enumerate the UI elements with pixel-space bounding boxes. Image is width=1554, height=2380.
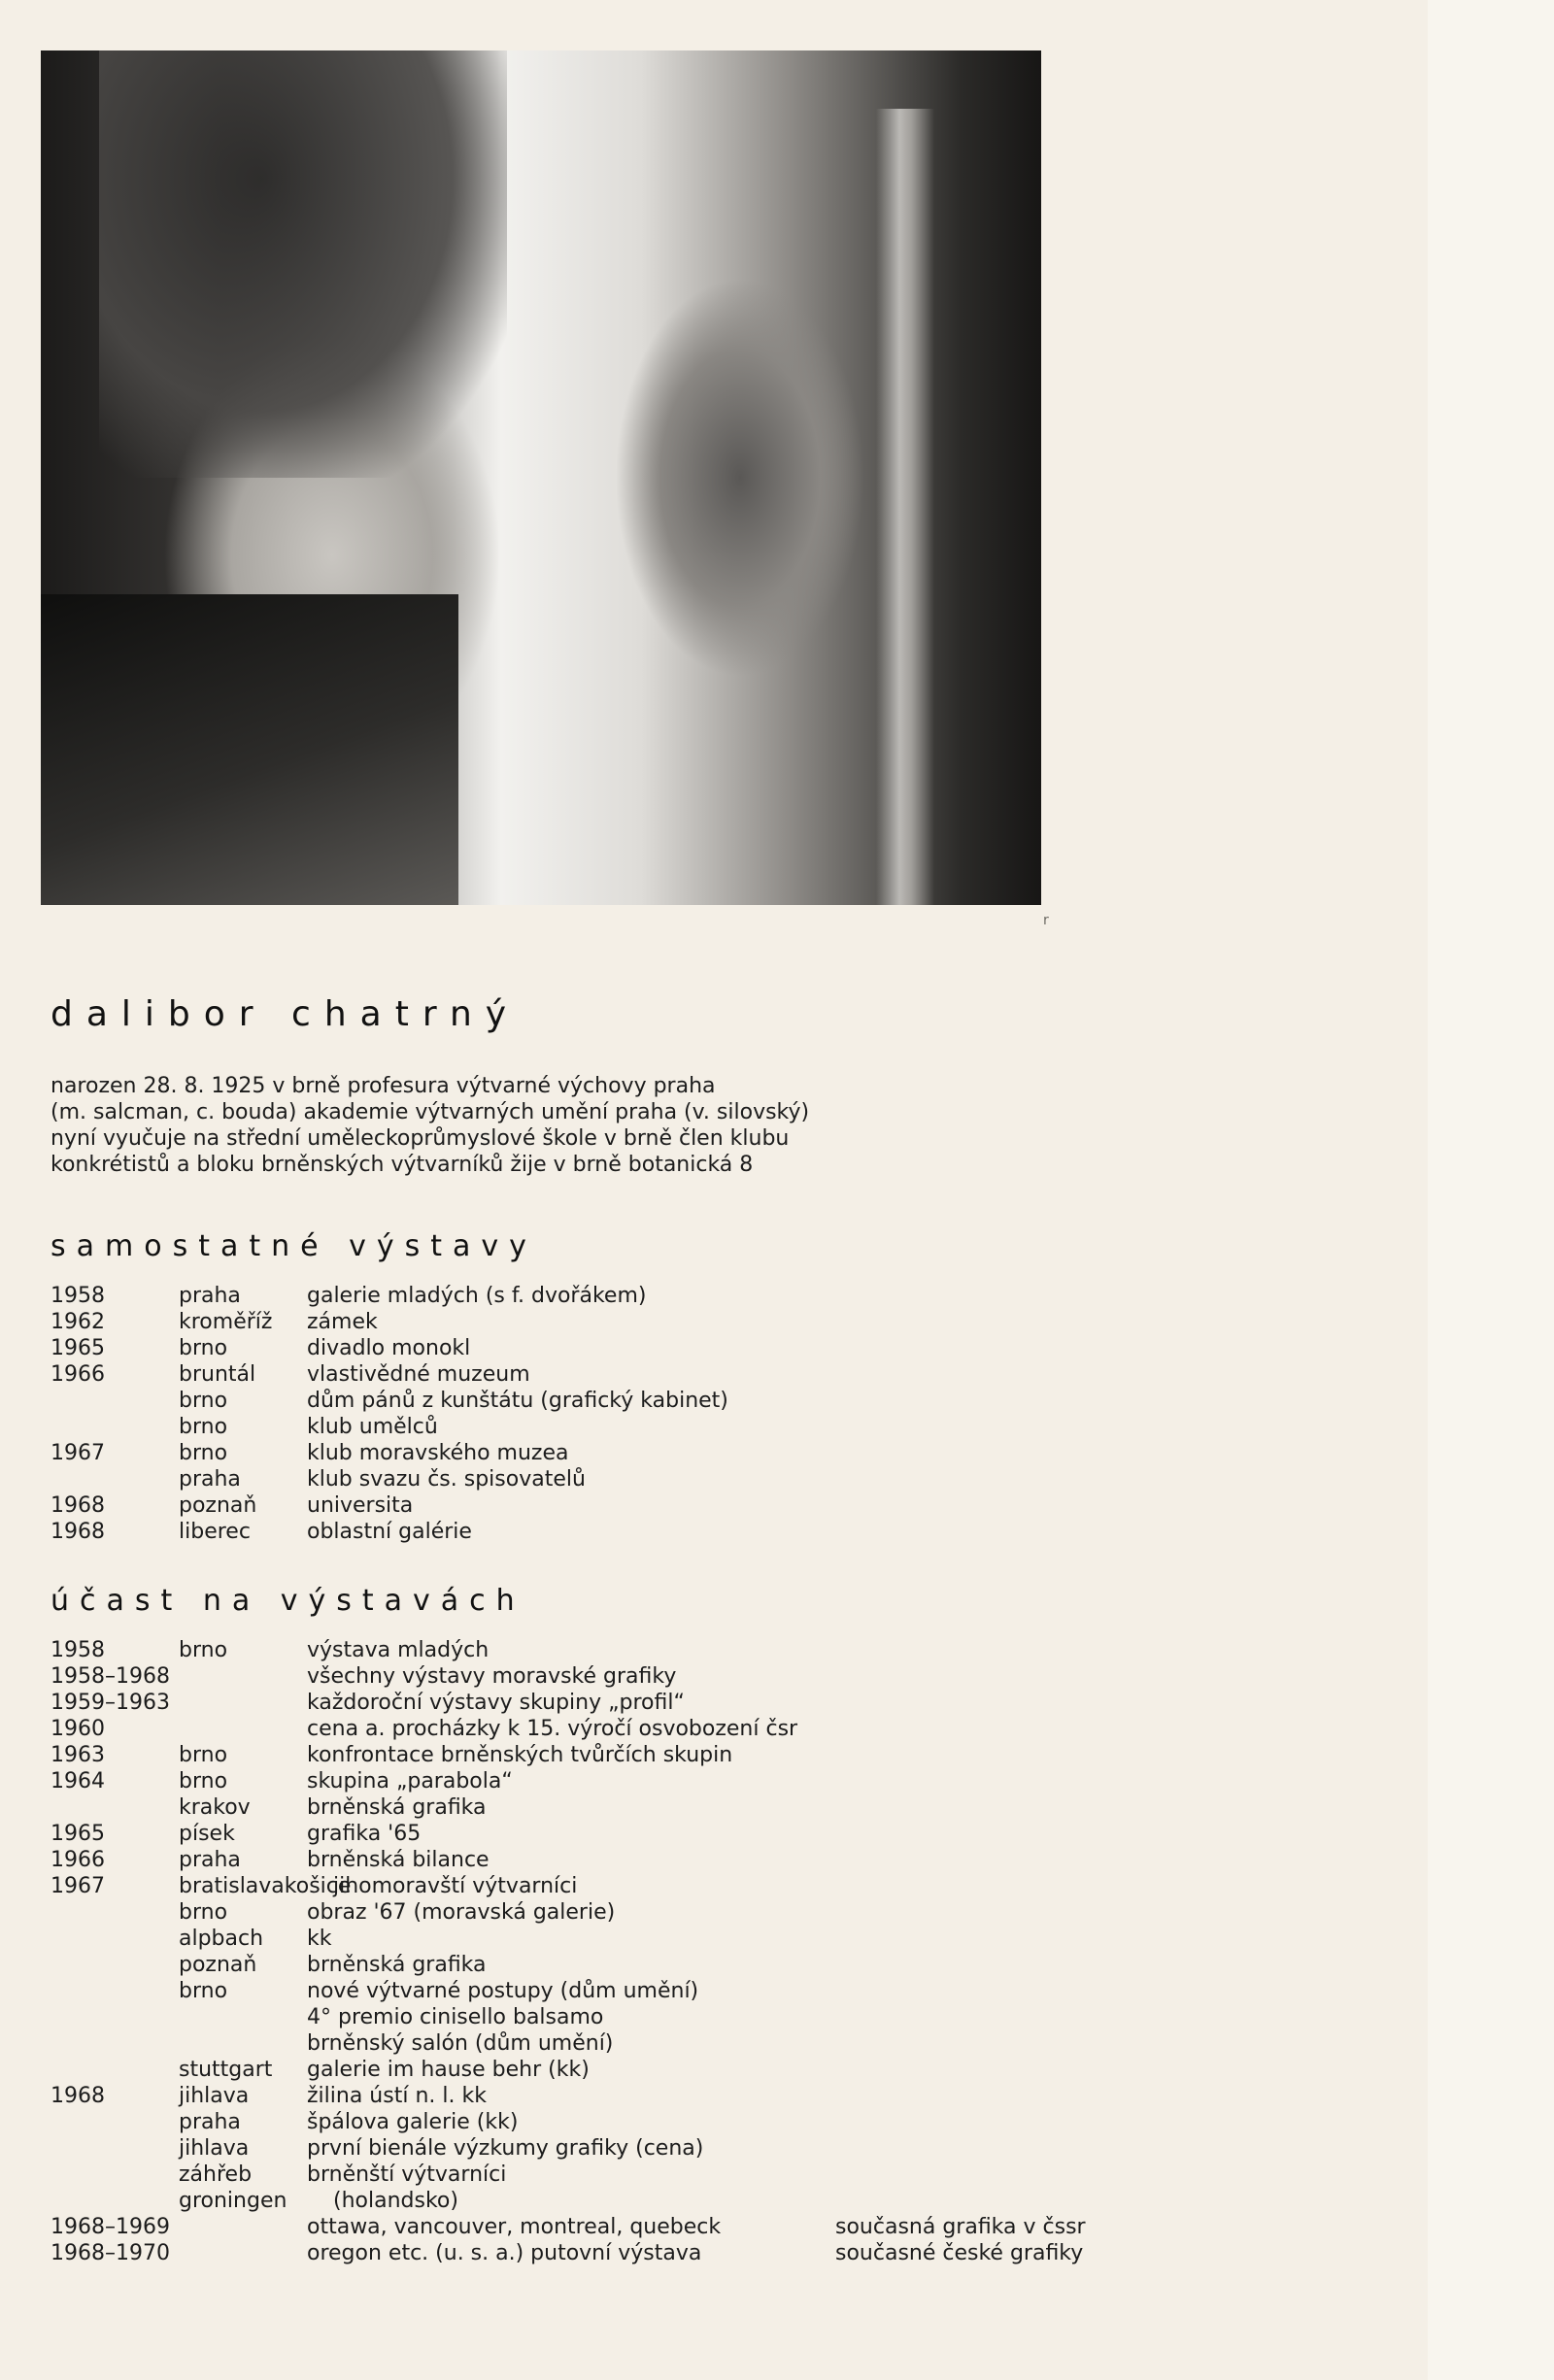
exhibition-place: brno: [179, 1979, 228, 2003]
exhibition-row: [51, 2162, 1138, 2188]
exhibition-place: brno: [179, 1336, 228, 1360]
exhibition-row: [51, 1716, 1138, 1742]
exhibition-year: 1968–1970: [51, 2241, 170, 2265]
exhibition-row: [51, 1794, 1138, 1821]
exhibition-year: 1968: [51, 1520, 105, 1544]
exhibition-place: krakov: [179, 1795, 251, 1820]
photo-light-streak: [876, 109, 934, 905]
exhibition-place: alpbach: [179, 1927, 264, 1951]
exhibition-place: brno: [179, 1638, 228, 1662]
exhibition-row: [51, 1978, 1138, 2004]
solo-exhibitions-heading: samostatné výstavy: [51, 1229, 537, 1263]
exhibition-description: brněnská grafika: [307, 1953, 487, 1977]
exhibition-year: 1964: [51, 1769, 105, 1793]
exhibition-place: poznaň: [179, 1953, 257, 1977]
exhibition-description: universita: [307, 1493, 414, 1518]
exhibition-row: [51, 1926, 1138, 1952]
exhibition-description: všechny výstavy moravské grafiky: [307, 1664, 677, 1689]
bio-line: konkrétistů a bloku brněnských výtvarníků žije v brně botanická 8: [51, 1153, 754, 1177]
exhibition-row: [51, 2057, 1138, 2083]
exhibition-description: výstava mladých: [307, 1638, 490, 1662]
exhibition-year: 1966: [51, 1848, 105, 1872]
exhibition-row: [51, 2135, 1138, 2162]
exhibition-description: zámek: [307, 1310, 378, 1334]
exhibition-year: 1968: [51, 2084, 105, 2108]
exhibition-place: liberec: [179, 1520, 251, 1544]
exhibition-row: [51, 1637, 1138, 1663]
exhibition-description: brněnský salón (dům umění): [307, 2031, 614, 2056]
exhibition-row: [51, 2030, 1138, 2057]
photo-hair-shadow: [99, 50, 507, 478]
exhibition-year: 1967: [51, 1441, 105, 1465]
exhibition-row: [51, 1361, 1138, 1388]
exhibition-description: oregon etc. (u. s. a.) putovní výstava: [307, 2241, 702, 2265]
exhibition-description: dům pánů z kunštátu (grafický kabinet): [307, 1389, 728, 1413]
exhibition-place: bratislavakošice: [179, 1874, 352, 1898]
exhibition-row: [51, 1519, 1138, 1545]
exhibition-row: [51, 2083, 1138, 2109]
exhibition-description: galerie im hause behr (kk): [307, 2058, 590, 2082]
exhibition-title: současná grafika v čssr: [835, 2215, 1086, 2239]
exhibition-row: [51, 2109, 1138, 2135]
exhibition-description: obraz '67 (moravská galerie): [307, 1900, 616, 1925]
exhibition-place: brno: [179, 1743, 228, 1767]
exhibition-place: groningen: [179, 2189, 287, 2213]
exhibition-description: každoroční výstavy skupiny „profil“: [307, 1691, 685, 1715]
exhibition-year: 1968–1969: [51, 2215, 170, 2239]
exhibition-row: [51, 1309, 1138, 1335]
exhibition-description: grafika '65: [307, 1822, 422, 1846]
page-margin: [1428, 0, 1554, 2380]
exhibition-description: brněnští výtvarníci: [307, 2162, 507, 2187]
group-exhibitions-heading: účast na výstavách: [51, 1584, 525, 1618]
exhibition-description: divadlo monokl: [307, 1336, 471, 1360]
exhibition-row: [51, 1768, 1138, 1794]
exhibition-place: praha: [179, 1848, 241, 1872]
exhibition-row: [51, 1899, 1138, 1926]
exhibition-year: 1959–1963: [51, 1691, 170, 1715]
exhibition-row: [51, 1492, 1138, 1519]
exhibition-row: [51, 2240, 1138, 2266]
exhibition-row: [51, 1690, 1138, 1716]
exhibition-description: (holandsko): [333, 2189, 458, 2213]
exhibition-description: jihomoravští výtvarníci: [333, 1874, 578, 1898]
photo-corner-mark: r: [1043, 913, 1049, 928]
exhibition-year: 1968: [51, 1493, 105, 1518]
exhibition-row: [51, 2188, 1138, 2214]
exhibition-row: [51, 2004, 1138, 2030]
exhibition-row: [51, 2214, 1138, 2240]
exhibition-place: brno: [179, 1769, 228, 1793]
exhibition-year: 1962: [51, 1310, 105, 1334]
bio-line: narozen 28. 8. 1925 v brně profesura výtvarné výchovy praha: [51, 1074, 716, 1098]
exhibition-description: 4° premio cinisello balsamo: [307, 2005, 604, 2029]
exhibition-place: kroměříž: [179, 1310, 273, 1334]
exhibition-place: praha: [179, 1284, 241, 1308]
exhibition-title: současné české grafiky: [835, 2241, 1084, 2265]
photo-coat-shadow: [41, 594, 458, 905]
exhibition-year: 1958–1968: [51, 1664, 170, 1689]
exhibition-place: záhřeb: [179, 2162, 253, 2187]
exhibition-description: žilina ústí n. l. kk: [307, 2084, 487, 2108]
exhibition-row: [51, 1847, 1138, 1873]
exhibition-description: ottawa, vancouver, montreal, quebeck: [307, 2215, 722, 2239]
exhibition-place: brno: [179, 1900, 228, 1925]
exhibition-description: konfrontace brněnských tvůrčích skupin: [307, 1743, 733, 1767]
biography: [51, 1073, 1022, 1178]
exhibition-year: 1963: [51, 1743, 105, 1767]
exhibition-description: brněnská grafika: [307, 1795, 487, 1820]
exhibition-row: [51, 1952, 1138, 1978]
exhibition-place: brno: [179, 1441, 228, 1465]
exhibition-description: špálova galerie (kk): [307, 2110, 519, 2134]
exhibition-description: klub umělců: [307, 1415, 438, 1439]
exhibition-row: [51, 1821, 1138, 1847]
exhibition-place: bruntál: [179, 1362, 256, 1387]
exhibition-place: jihlava: [179, 2084, 250, 2108]
exhibition-year: 1965: [51, 1336, 105, 1360]
exhibition-row: [51, 1663, 1138, 1690]
exhibition-row: [51, 1440, 1138, 1466]
group-exhibitions-list: [51, 1637, 1138, 2266]
exhibition-description: oblastní galérie: [307, 1520, 472, 1544]
exhibition-row: [51, 1388, 1138, 1414]
exhibition-place: písek: [179, 1822, 235, 1846]
exhibition-year: 1965: [51, 1822, 105, 1846]
exhibition-place: stuttgart: [179, 2058, 273, 2082]
exhibition-year: 1958: [51, 1284, 105, 1308]
exhibition-year: 1966: [51, 1362, 105, 1387]
exhibition-place: poznaň: [179, 1493, 257, 1518]
exhibition-place: brno: [179, 1415, 228, 1439]
exhibition-year: 1960: [51, 1717, 105, 1741]
exhibition-row: [51, 1335, 1138, 1361]
exhibition-description: cena a. procházky k 15. výročí osvobození čsr: [307, 1717, 798, 1741]
exhibition-description: galerie mladých (s f. dvořákem): [307, 1284, 647, 1308]
artist-name: dalibor chatrný: [51, 994, 521, 1034]
exhibition-row: [51, 1414, 1138, 1440]
bio-line: nyní vyučuje na střední uměleckoprůmyslové škole v brně člen klubu: [51, 1126, 790, 1151]
exhibition-place: brno: [179, 1389, 228, 1413]
exhibition-place: praha: [179, 2110, 241, 2134]
exhibition-place: praha: [179, 1467, 241, 1492]
exhibition-description: brněnská bilance: [307, 1848, 490, 1872]
exhibition-description: kk: [307, 1927, 332, 1951]
exhibition-row: [51, 1873, 1138, 1899]
exhibition-description: vlastivědné muzeum: [307, 1362, 530, 1387]
exhibition-description: první bienále výzkumy grafiky (cena): [307, 2136, 704, 2161]
exhibition-description: klub moravského muzea: [307, 1441, 569, 1465]
bio-line: (m. salcman, c. bouda) akademie výtvarných umění praha (v. silovský): [51, 1100, 810, 1124]
exhibition-place: jihlava: [179, 2136, 250, 2161]
exhibition-year: 1958: [51, 1638, 105, 1662]
exhibition-description: skupina „parabola“: [307, 1769, 513, 1793]
exhibition-row: [51, 1466, 1138, 1492]
solo-exhibitions-list: [51, 1283, 1138, 1545]
exhibition-description: nové výtvarné postupy (dům umění): [307, 1979, 699, 2003]
exhibition-row: [51, 1283, 1138, 1309]
exhibition-row: [51, 1742, 1138, 1768]
exhibition-description: klub svazu čs. spisovatelů: [307, 1467, 586, 1492]
exhibition-year: 1967: [51, 1874, 105, 1898]
portrait-photo: [41, 50, 1041, 905]
